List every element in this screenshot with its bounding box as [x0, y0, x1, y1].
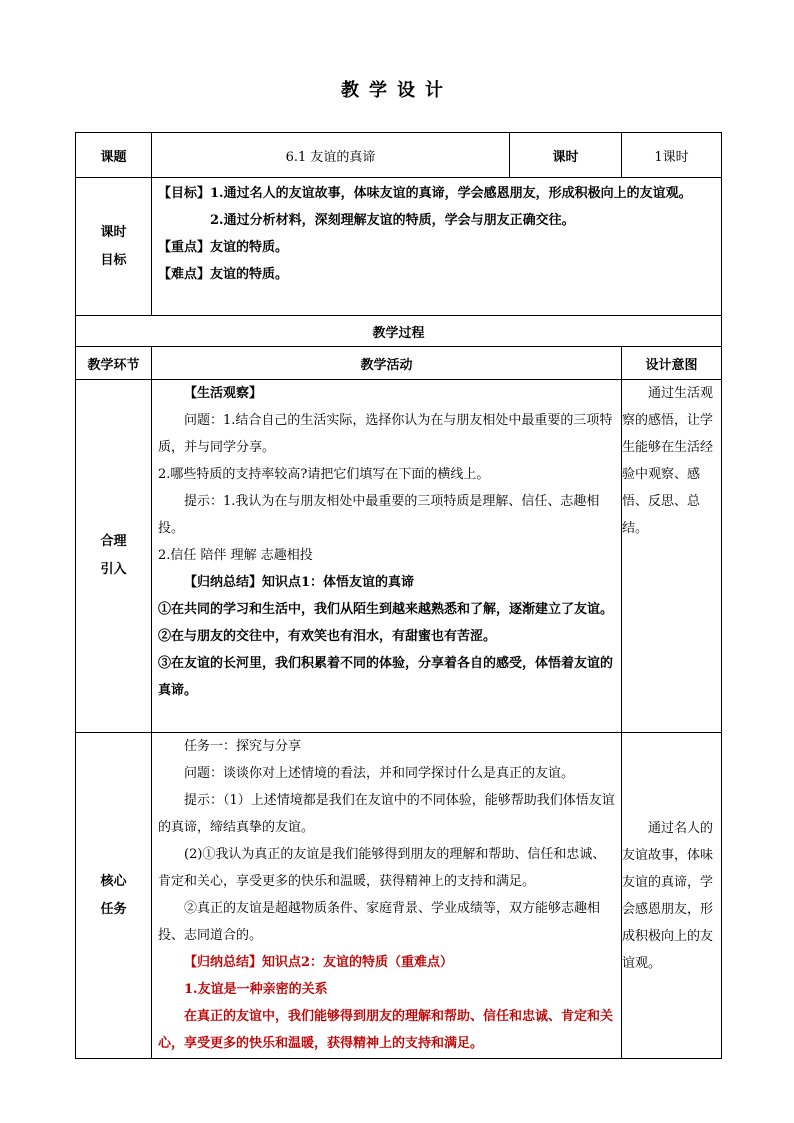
intro-stage-line2: 引入: [100, 562, 127, 577]
core-line-2: 问题：谈谈你对上述情境的看法，并和同学探讨什么是真正的友谊。: [184, 766, 575, 781]
core-line-3: 提示：（1）上述情境都是我们在友谊中的不同体验，能够帮助我们体悟友谊的真谛，缔结真挚的友谊。: [158, 793, 615, 835]
intro-line-2: 问题：1.结合自己的生活实际，选择你认为在与朋友相处中最重要的三项特质，并与同学分享。: [158, 413, 613, 455]
process-title-row: [76, 316, 722, 347]
intro-stage-line1: 合理: [100, 534, 127, 549]
intro-intent: [622, 380, 722, 733]
goals-row: [76, 178, 722, 316]
goals-label: [76, 178, 152, 316]
intro-line-6: 【归纳总结】知识点1：体悟友谊的真谛: [184, 575, 415, 590]
core-row: [76, 733, 722, 1059]
goals-content: [152, 178, 722, 316]
intro-line-5: 2.信任 陪伴 理解 志趣相投: [158, 548, 313, 563]
process-header-row: [76, 347, 722, 380]
intro-line-1: 【生活观察】: [184, 386, 263, 401]
core-line-1: 任务一：探究与分享: [184, 739, 302, 754]
lesson-plan-table: [75, 132, 722, 1059]
core-stage-line2: 任务: [100, 901, 127, 917]
core-activity: [152, 733, 622, 1059]
goals-label-line1: 课时: [100, 224, 127, 240]
intro-row: [76, 380, 722, 733]
core-stage: [76, 733, 152, 1059]
process-title: 教学过程: [76, 316, 722, 347]
core-line-8: 在真正的友谊中，我们能够得到朋友的理解和帮助、信任和忠诚、肯定和关心，享受更多的快乐和温暖，获得精神上的支持和满足。: [158, 1009, 614, 1051]
goal-objective-2: 2.通过分析材料，深刻理解友谊的特质，学会与朋友正确交往。: [210, 213, 575, 228]
core-intent-text: 通过名人的友谊故事，体味友谊的真谛，学会感恩朋友，形成积极向上的友谊观。: [622, 820, 714, 971]
core-line-4: (2)①我认为真正的友谊是我们能够得到朋友的理解和帮助、信任和忠诚、肯定和关心，享受更多的快乐和温暖，获得精神上的支持和满足。: [158, 847, 606, 889]
topic-label: 课题: [76, 133, 152, 178]
intro-line-8: ②在与朋友的交往中，有欢笑也有泪水，有甜蜜也有苦涩。: [158, 629, 497, 644]
core-line-5: ②真正的友谊是超越物质条件、家庭背景、学业成绩等，双方能够志趣相投、志同道合的。: [158, 901, 601, 943]
intro-activity: [152, 380, 622, 733]
goal-objective: 【目标】1.通过名人的友谊故事，体味友谊的真谛，学会感恩朋友，形成积极向上的友谊观。: [158, 186, 692, 201]
header-row: [76, 133, 722, 178]
intro-line-7: ①在共同的学习和生活中，我们从陌生到越来越熟悉和了解，逐渐建立了友谊。: [158, 602, 614, 617]
core-intent: [622, 733, 722, 1059]
period-label: 课时: [510, 133, 622, 178]
intro-line-9: ③在友谊的长河里，我们积累着不同的体验，分享着各自的感受，体悟着友谊的真谛。: [158, 656, 614, 698]
col-activity-header: 教学活动: [152, 347, 622, 380]
goals-label-line2: 目标: [100, 252, 127, 268]
intro-stage: [76, 380, 152, 733]
core-line-7: 1.友谊是一种亲密的关系: [184, 982, 328, 997]
col-stage-header: 教学环节: [76, 347, 152, 380]
goal-key-point: 【重点】友谊的特质。: [158, 240, 289, 255]
goal-difficulty: 【难点】友谊的特质。: [158, 267, 289, 282]
topic-value: 6.1 友谊的真谛: [152, 133, 510, 178]
col-intent-header: 设计意图: [622, 347, 722, 380]
period-value: 1课时: [622, 133, 722, 178]
document-title: 教学设计: [341, 80, 453, 101]
intro-line-4: 提示：1.我认为在与朋友相处中最重要的三项特质是理解、信任、志趣相投。: [158, 494, 600, 536]
intro-intent-text: 通过生活观察的感悟，让学生能够在生活经验中观察、感悟、反思、总结。: [622, 386, 714, 536]
intro-line-3: 2.哪些特质的支持率较高?请把它们填写在下面的横线上。: [158, 467, 490, 482]
core-stage-line1: 核心: [100, 873, 127, 889]
core-line-6: 【归纳总结】知识点2：友谊的特质（重难点）: [184, 955, 454, 970]
